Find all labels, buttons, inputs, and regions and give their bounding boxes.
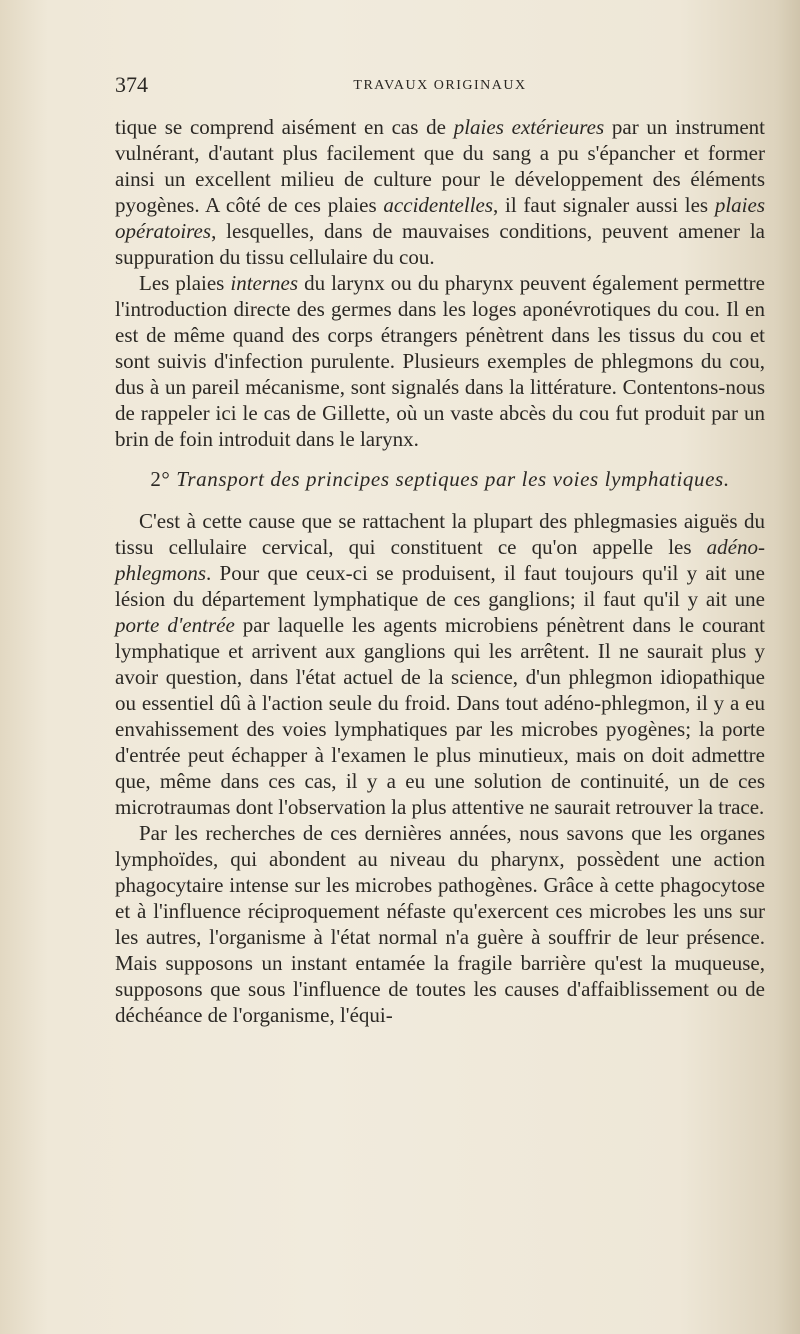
text-span: , il faut signaler aussi les xyxy=(493,193,715,217)
italic-term: porte d'entrée xyxy=(115,613,235,637)
body-text xyxy=(115,114,765,1028)
section-title xyxy=(115,466,765,492)
italic-term: plaies extérieures xyxy=(453,115,605,139)
paragraph-4: Par les recherches de ces dernières années, nous savons que les organes lymphoïdes, qui abondent au niveau du pharynx, possèdent une action phagocytaire intense sur les microbes pathogènes. Grâce à cette phagocytose et à l'influence réciproquement néfaste qu'exercent ces microbes les uns sur les autres, l'organisme à l'état normal n'a guère à souffrir de leur présence. Mais supposons un instant entamée la fragile barrière qu'est la muqueuse, supposons que sous l'influence de toutes les causes d'affaiblissement ou de déchéance de l'organisme, l'équi- xyxy=(115,821,765,1027)
text-span: par laquelle les agents microbiens pénètrent dans le courant lymphatique et arrivent aux ganglions qui les arrêtent. Il ne saurait plus y avoir question, dans l'état actuel de la science, d'un phlegmon idiopathique ou essentiel dû à l'action seule du froid. Dans tout adéno-phlegmon, il y a eu envahissement des voies lymphatiques par les microbes pyogènes; la porte d'entrée peut échapper à l'examen le plus minutieux, mais on doit admettre que, même dans ces cas, il y a eu une solution de continuité, un de ces microtraumas dont l'observation la plus attentive ne saurait retrouver la trace. xyxy=(115,613,765,819)
text-span: tique se comprend aisément en cas de xyxy=(115,115,454,139)
paragraph-3 xyxy=(115,508,765,820)
page-number: 374 xyxy=(115,72,148,97)
text-span: C'est à cette cause que se rattachent la plupart des phlegmasies aiguës du tissu cellulaire cervical, qui constituent ce qu'on appelle les xyxy=(115,509,765,559)
italic-term: internes xyxy=(230,271,299,295)
italic-term: plaies opératoires xyxy=(115,193,765,243)
page-header xyxy=(115,72,765,102)
italic-term: accidentelles xyxy=(383,193,494,217)
text-span: par un instrument vulnérant, d'autant plus facilement que du sang a pu s'épancher et former ainsi un excellent milieu de culture pour le développement des éléments pyogènes. A côté de ces plaies xyxy=(115,115,765,217)
running-title: TRAVAUX ORIGINAUX xyxy=(353,78,527,93)
section-title-text: Transport des principes septiques par les voies lymphatiques. xyxy=(170,467,730,491)
text-span: Les plaies xyxy=(139,271,231,295)
paragraph-1 xyxy=(115,114,765,270)
paragraph-2 xyxy=(115,270,765,452)
text-span: du larynx ou du pharynx peuvent également permettre l'introduction directe des germes dans les loges aponévrotiques du cou. Il en est de même quand des corps étrangers pénètrent dans les tissus du cou et sont suivis d'infection purulente. Plusieurs exemples de phlegmons du cou, dus à un pareil mécanisme, sont signalés dans la littérature. Contentons-nous de rappeler ici le cas de Gillette, où un vaste abcès du cou fut produit par un brin de foin introduit dans le larynx. xyxy=(115,271,765,451)
section-number: 2° xyxy=(150,467,171,491)
italic-term: adéno-phlegmons xyxy=(115,535,765,585)
text-span: , lesquelles, dans de mauvaises conditions, peuvent amener la suppuration du tissu cellulaire du cou. xyxy=(115,219,765,269)
text-span: . Pour que ceux-ci se produisent, il faut toujours qu'il y ait une lésion du département lymphatique de ces ganglions; il faut qu'il y ait une xyxy=(115,561,765,611)
